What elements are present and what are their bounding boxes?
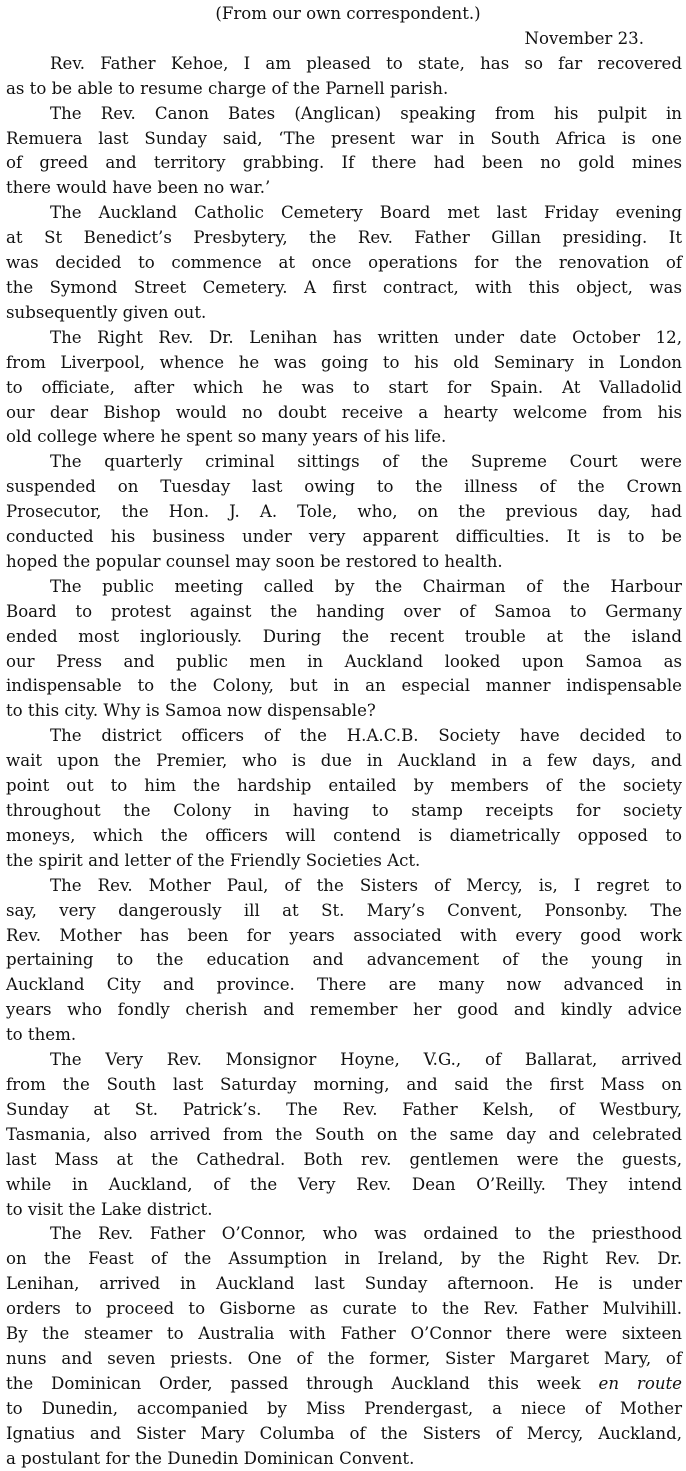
text-line: from Liverpool, whence he was going to his old Seminary in London [6, 352, 682, 372]
paragraph [6, 201, 682, 326]
text-line: years who fondly cherish and remember her good and kindly advice [6, 1000, 682, 1020]
paragraph [6, 874, 682, 1048]
text-line: Remuera last Sunday said, ‘The present war in South Africa is one [6, 128, 682, 148]
text-line: our Press and public men in Auckland looked upon Samoa as [6, 651, 682, 671]
text-line: to this city. Why is Samoa now dispensable? [6, 701, 376, 721]
text-line [6, 1372, 682, 1397]
text-line: pertaining to the education and advancement of the young in [6, 950, 682, 970]
text-line: a postulant for the Dunedin Dominican Convent. [6, 1448, 415, 1468]
news-column [6, 2, 682, 1471]
text-line: moneys, which the officers will contend is diametrically opposed to [6, 825, 682, 845]
text-line: the Symond Street Cemetery. A first contract, with this object, was [6, 277, 682, 297]
text-line: The Right Rev. Dr. Lenihan has written under date October 12, [50, 327, 682, 347]
text-line: on the Feast of the Assumption in Ireland, by the Right Rev. Dr. [6, 1249, 682, 1269]
article-body [6, 52, 682, 1471]
paragraph [6, 450, 682, 575]
text-line: point out to him the hardship entailed by members of the society [6, 776, 682, 796]
text-line: Rev. Father Kehoe, I am pleased to state, has so far recovered [50, 53, 682, 73]
text-line: conducted his business under very apparent difficulties. It is to be [6, 527, 682, 547]
paragraph [6, 575, 682, 724]
text-line: there would have been no war.’ [6, 178, 271, 198]
byline: (From our own correspondent.) [215, 4, 481, 23]
text-line: hoped the popular counsel may soon be restored to health. [6, 551, 503, 571]
text-line: was decided to commence at once operations for the renovation of [6, 253, 682, 273]
paragraph [6, 102, 682, 202]
text-line: to visit the Lake district. [6, 1199, 213, 1219]
text-line: Prosecutor, the Hon. J. A. Tole, who, on the previous day, had [6, 502, 682, 522]
text-line: wait upon the Premier, who is due in Auckland in a few days, and [6, 751, 682, 771]
text-line: Sunday at St. Patrick’s. The Rev. Father Kelsh, of Westbury, [6, 1099, 682, 1119]
text-line: at St Benedict’s Presbytery, the Rev. Father Gillan presiding. It [6, 228, 682, 248]
text-line: The Rev. Canon Bates (Anglican) speaking from his pulpit in [50, 103, 682, 123]
text-line: By the steamer to Australia with Father O’Connor there were sixteen [6, 1324, 682, 1344]
text-line: subsequently given out. [6, 302, 207, 322]
text-line: to them. [6, 1025, 77, 1045]
text-line: orders to proceed to Gisborne as curate to the Rev. Father Mulvihill. [6, 1299, 682, 1319]
paragraph [6, 52, 682, 102]
text-line: The quarterly criminal sittings of the Supreme Court were [50, 452, 682, 472]
paragraph [6, 1048, 682, 1222]
text-line: say, very dangerously ill at St. Mary’s Convent, Ponsonby. The [6, 900, 682, 920]
text-line: The district officers of the H.A.C.B. Society have decided to [50, 726, 682, 746]
text-line: throughout the Colony in having to stamp receipts for society [6, 801, 682, 820]
text-line: of greed and territory grabbing. If there had been no gold mines [6, 153, 682, 173]
text-line: Board to protest against the handing over of Samoa to Germany [6, 601, 682, 621]
text-line: ended most ingloriously. During the recent trouble at the island [6, 626, 682, 646]
text-line: while in Auckland, of the Very Rev. Dean O’Reilly. They intend [6, 1174, 682, 1194]
text-line: to officiate, after which he was to start for Spain. At Valladolid [6, 377, 682, 397]
paragraph [6, 326, 682, 451]
text-line: our dear Bishop would no doubt receive a hearty welcome from his [6, 402, 682, 422]
text-line: Auckland City and province. There are many now advanced in [6, 975, 682, 995]
text-line: indispensable to the Colony, but in an especial manner indispensable [6, 676, 682, 696]
text-line: the spirit and letter of the Friendly Societies Act. [6, 850, 421, 870]
text-line: The Rev. Father O’Connor, who was ordained to the priesthood [50, 1224, 682, 1244]
paragraph [6, 724, 682, 873]
paragraph [6, 1222, 682, 1471]
italic-phrase: en route [598, 1373, 682, 1393]
text-line: as to be able to resume charge of the Parnell parish. [6, 78, 449, 98]
dateline: November 23. [524, 28, 644, 48]
text-line: The Very Rev. Monsignor Hoyne, V.G., of Ballarat, arrived [50, 1050, 682, 1070]
text-line: suspended on Tuesday last owing to the illness of the Crown [6, 477, 682, 497]
text-line: Ignatius and Sister Mary Columba of the Sisters of Mercy, Auckland, [6, 1423, 682, 1443]
text-line: nuns and seven priests. One of the former, Sister Margaret Mary, of [6, 1348, 682, 1368]
text-line: to Dunedin, accompanied by Miss Prendergast, a niece of Mother [6, 1398, 682, 1418]
text-line: Lenihan, arrived in Auckland last Sunday afternoon. He is under [6, 1274, 682, 1294]
text-line: The public meeting called by the Chairman of the Harbour [50, 576, 682, 596]
text-segment: the Dominican Order, passed through Auckland this week [6, 1373, 599, 1393]
text-line: Tasmania, also arrived from the South on the same day and celebrated [6, 1124, 682, 1144]
text-line: last Mass at the Cathedral. Both rev. gentlemen were the guests, [6, 1149, 682, 1169]
text-line: old college where he spent so many years of his life. [6, 427, 447, 447]
text-line: The Auckland Catholic Cemetery Board met last Friday evening [50, 203, 682, 223]
text-line: The Rev. Mother Paul, of the Sisters of Mercy, is, I regret to [50, 875, 682, 895]
text-line: from the South last Saturday morning, and said the first Mass on [6, 1074, 682, 1094]
text-line: Rev. Mother has been for years associated with every good work [6, 925, 682, 945]
